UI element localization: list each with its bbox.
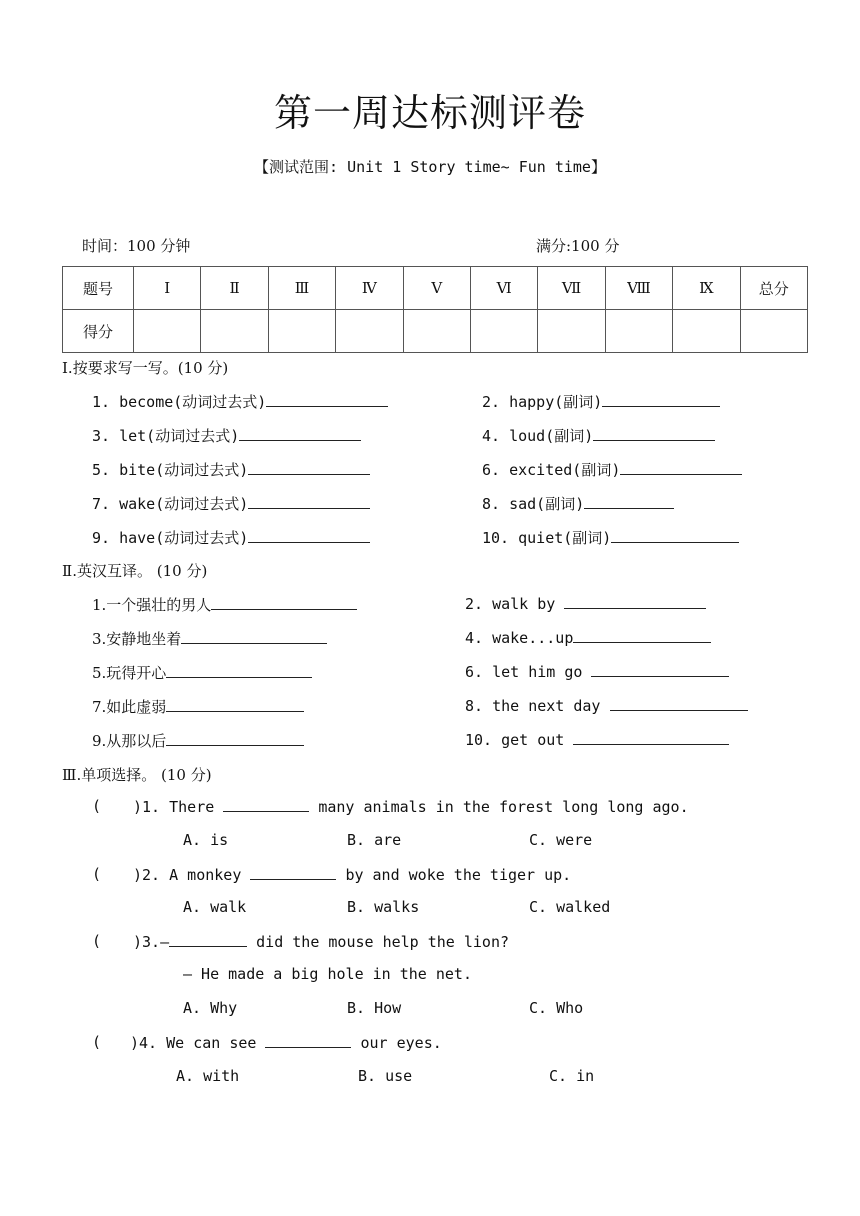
- q1-option-c[interactable]: C. were: [529, 831, 593, 849]
- section-1-heading: Ⅰ.按要求写一写。(10 分): [62, 359, 229, 377]
- s1-item: [92, 527, 370, 548]
- score-table-cell: Ⅳ: [336, 267, 403, 310]
- s2-item-text: 6. let him go: [465, 663, 583, 681]
- s2-item: [465, 730, 729, 749]
- score-input-cell[interactable]: [134, 310, 201, 353]
- s2-item: [465, 662, 729, 681]
- score-table-cell: Ⅲ: [268, 267, 335, 310]
- answer-blank[interactable]: [211, 595, 357, 610]
- answer-blank[interactable]: [181, 629, 327, 644]
- s2-item-text: 1.一个强壮的男人: [92, 596, 212, 614]
- s2-item-text: 7.如此虚弱: [92, 698, 167, 716]
- answer-blank[interactable]: [593, 426, 715, 441]
- time-limit: 时间：100 分钟: [82, 237, 191, 255]
- answer-paren-open[interactable]: (: [92, 1033, 102, 1051]
- q4-option-b[interactable]: B. use: [358, 1067, 413, 1085]
- s1-item: [482, 425, 715, 446]
- q3-option-b[interactable]: B. How: [347, 999, 402, 1017]
- score-table-header-row: [63, 267, 808, 310]
- q3-number: )3.—: [133, 933, 170, 951]
- section-2-heading: Ⅱ.英汉互译。 (10 分): [62, 562, 208, 580]
- q3-answer-line: — He made a big hole in the net.: [183, 965, 472, 983]
- answer-blank[interactable]: [248, 528, 370, 543]
- s1-item: [482, 527, 739, 548]
- q1-option-a[interactable]: A. is: [183, 831, 229, 849]
- score-table-cell: Ⅵ: [470, 267, 537, 310]
- score-row-label: 得分: [63, 310, 134, 353]
- q3-post: did the mouse help the lion?: [256, 933, 510, 951]
- answer-blank[interactable]: [620, 460, 742, 475]
- score-table-cell: 题号: [63, 267, 134, 310]
- score-input-cell[interactable]: [336, 310, 403, 353]
- q1-number: )1.: [133, 798, 161, 816]
- score-input-cell[interactable]: [470, 310, 537, 353]
- question-3: [133, 932, 509, 951]
- s1-item: [482, 493, 674, 514]
- score-input-cell[interactable]: [605, 310, 672, 353]
- s1-item-text: 9. have(动词过去式): [92, 529, 249, 547]
- q2-number: )2.: [133, 866, 161, 884]
- s1-item: [92, 425, 361, 446]
- score-input-cell[interactable]: [403, 310, 470, 353]
- q2-option-b[interactable]: B. walks: [347, 898, 420, 916]
- answer-blank[interactable]: [573, 730, 729, 745]
- q4-post: our eyes.: [360, 1034, 442, 1052]
- q2-pre: A monkey: [169, 866, 242, 884]
- score-table: [62, 266, 808, 353]
- answer-blank[interactable]: [266, 392, 388, 407]
- s2-item: [465, 594, 706, 613]
- answer-paren-open[interactable]: (: [92, 932, 102, 950]
- s1-item-text: 5. bite(动词过去式): [92, 461, 249, 479]
- answer-paren-open[interactable]: (: [92, 797, 102, 815]
- s1-item: [92, 391, 388, 412]
- q3-option-c[interactable]: C. Who: [529, 999, 584, 1017]
- answer-blank[interactable]: [166, 663, 312, 678]
- answer-blank[interactable]: [248, 460, 370, 475]
- score-table-cell: Ⅱ: [201, 267, 268, 310]
- s1-item: [482, 459, 742, 480]
- s2-item: [92, 662, 312, 683]
- score-table-cell: Ⅴ: [403, 267, 470, 310]
- answer-paren-open[interactable]: (: [92, 865, 102, 883]
- s1-item-text: 8. sad(副词): [482, 495, 585, 513]
- s2-item-text: 8. the next day: [465, 697, 601, 715]
- page-title: 第一周达标测评卷: [273, 91, 586, 135]
- s2-item-text: 2. walk by: [465, 595, 556, 613]
- question-4: [130, 1033, 442, 1052]
- score-input-cell[interactable]: [740, 310, 807, 353]
- s1-item-text: 6. excited(副词): [482, 461, 621, 479]
- s2-item: [465, 628, 711, 647]
- s2-item-text: 5.玩得开心: [92, 664, 167, 682]
- full-score: 满分:100 分: [536, 237, 620, 255]
- answer-blank[interactable]: [169, 932, 247, 947]
- answer-blank[interactable]: [610, 696, 748, 711]
- s2-item: [92, 730, 304, 751]
- s1-item: [92, 459, 370, 480]
- answer-blank[interactable]: [564, 594, 706, 609]
- s1-item: [92, 493, 370, 514]
- s2-item: [92, 594, 357, 615]
- score-table-cell: Ⅸ: [673, 267, 740, 310]
- score-table-cell: Ⅷ: [605, 267, 672, 310]
- s1-item-text: 10. quiet(副词): [482, 529, 612, 547]
- score-table-cell: Ⅰ: [134, 267, 201, 310]
- score-table-cell: 总分: [740, 267, 807, 310]
- q3-option-a[interactable]: A. Why: [183, 999, 238, 1017]
- s2-item-text: 10. get out: [465, 731, 565, 749]
- s2-item-text: 9.从那以后: [92, 732, 167, 750]
- score-input-cell[interactable]: [201, 310, 268, 353]
- q1-pre: There: [169, 798, 215, 816]
- s1-item-text: 7. wake(动词过去式): [92, 495, 249, 513]
- score-input-cell[interactable]: [268, 310, 335, 353]
- score-table-cell: Ⅶ: [538, 267, 605, 310]
- answer-blank[interactable]: [248, 494, 370, 509]
- q4-pre: We can see: [166, 1034, 257, 1052]
- s2-item-text: 4. wake...up: [465, 629, 574, 647]
- section-3-heading: Ⅲ.单项选择。 (10 分): [62, 766, 212, 784]
- q1-post: many animals in the forest long long ago.: [318, 798, 689, 816]
- answer-blank[interactable]: [265, 1033, 351, 1048]
- answer-blank[interactable]: [223, 797, 309, 812]
- s2-item: [92, 628, 327, 649]
- question-1: [133, 797, 689, 816]
- answer-blank[interactable]: [250, 865, 336, 880]
- answer-blank[interactable]: [166, 697, 304, 712]
- q1-option-b[interactable]: B. are: [347, 831, 402, 849]
- s1-item-text: 2. happy(副词): [482, 393, 603, 411]
- answer-blank[interactable]: [602, 392, 720, 407]
- s2-item: [92, 696, 304, 717]
- answer-blank[interactable]: [166, 731, 304, 746]
- s1-item-text: 1. become(动词过去式): [92, 393, 267, 411]
- s1-item-text: 3. let(动词过去式): [92, 427, 240, 445]
- answer-blank[interactable]: [239, 426, 361, 441]
- q2-option-a[interactable]: A. walk: [183, 898, 247, 916]
- s2-item-text: 3.安静地坐着: [92, 630, 182, 648]
- q4-number: )4.: [130, 1034, 158, 1052]
- q2-option-c[interactable]: C. walked: [529, 898, 611, 916]
- s2-item: [465, 696, 748, 715]
- test-scope: 【测试范围: Unit 1 Story time~ Fun time】: [254, 158, 606, 176]
- answer-blank[interactable]: [591, 662, 729, 677]
- question-2: [133, 865, 571, 884]
- score-input-cell[interactable]: [673, 310, 740, 353]
- answer-blank[interactable]: [573, 628, 711, 643]
- q2-post: by and woke the tiger up.: [345, 866, 572, 884]
- s1-item-text: 4. loud(副词): [482, 427, 594, 445]
- score-table-score-row: [63, 310, 808, 353]
- score-input-cell[interactable]: [538, 310, 605, 353]
- q4-option-a[interactable]: A. with: [176, 1067, 240, 1085]
- answer-blank[interactable]: [584, 494, 674, 509]
- answer-blank[interactable]: [611, 528, 739, 543]
- s1-item: [482, 391, 720, 412]
- q4-option-c[interactable]: C. in: [549, 1067, 595, 1085]
